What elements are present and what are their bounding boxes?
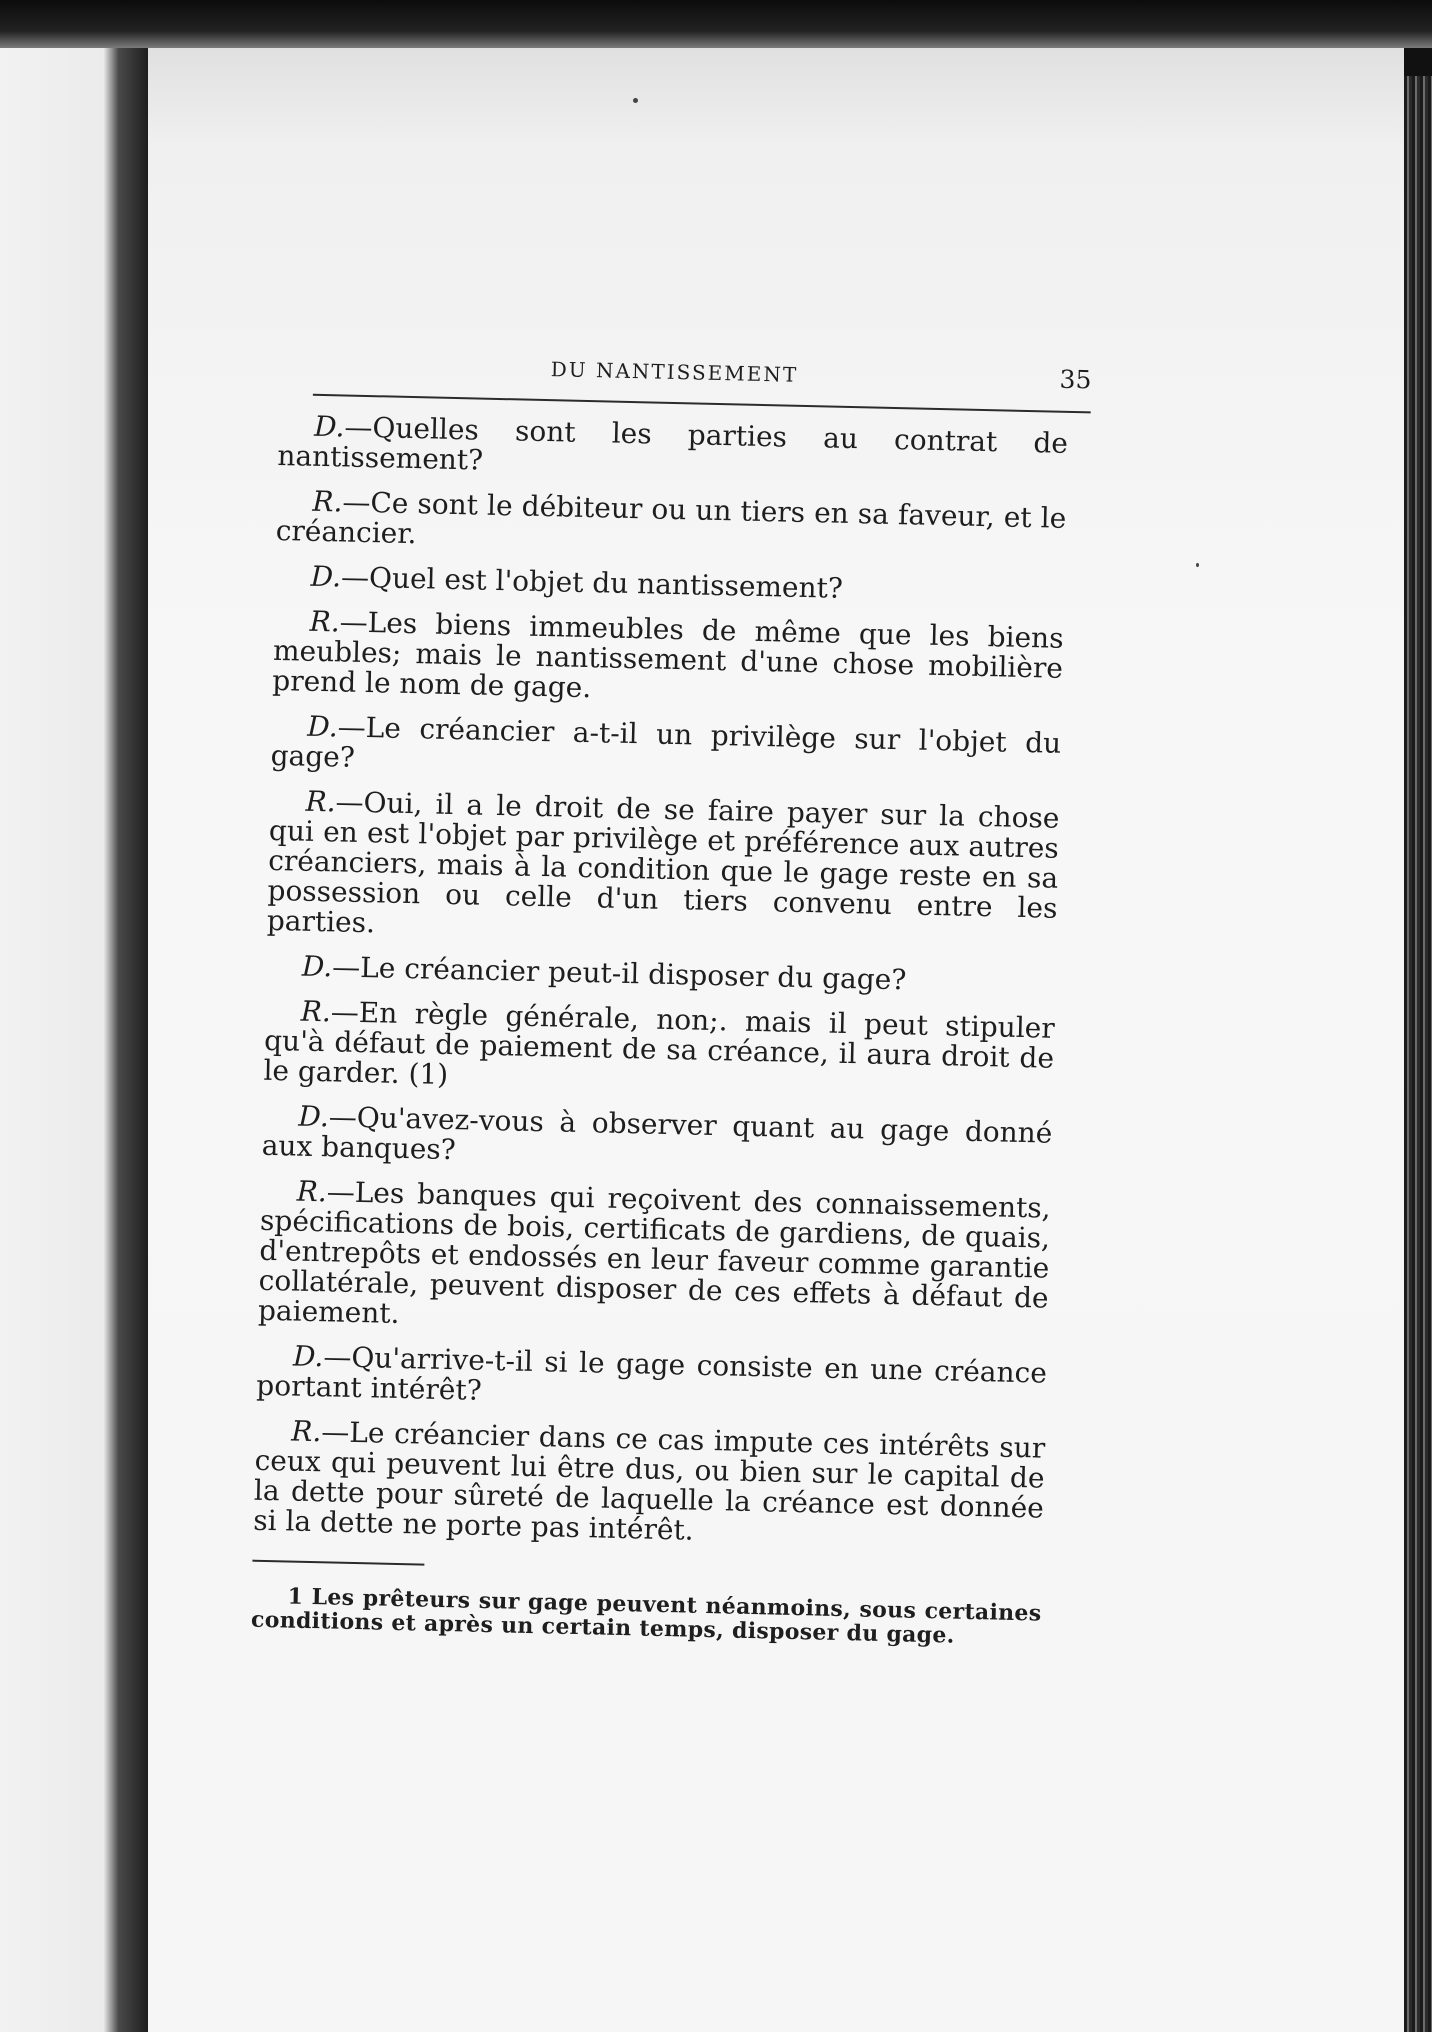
page-text xyxy=(250,345,1092,1672)
speaker-label: D. xyxy=(298,1099,330,1134)
paragraph-text: —Le créancier dans ce cas impute ces intérêts sur ceux qui peuvent lui être dus, ou bien sur le capital de la dette pour sûreté de laquelle la créance est donnée si la dette ne porte pas intérêt. xyxy=(252,1415,1046,1547)
paragraph-answer xyxy=(263,996,1055,1104)
paragraph-text: —Qu'arrive-t-il si le gage consiste en une créance portant intérêt? xyxy=(256,1340,1048,1407)
paragraph-text: —Qu'avez-vous à observer quant au gage donné aux banques? xyxy=(261,1100,1053,1167)
paragraph-text: —Le créancier peut-il disposer du gage? xyxy=(331,950,907,997)
running-head: DU NANTISSEMENT xyxy=(550,357,799,387)
scan-corner xyxy=(1404,48,1432,76)
paragraph-text: —Le créancier a-t-il un privilège sur l'objet du gage? xyxy=(270,710,1062,774)
speaker-label: D. xyxy=(310,559,342,594)
speaker-label: D. xyxy=(301,949,333,984)
paragraph-text: —Quel est l'objet du nantissement? xyxy=(340,560,844,605)
footnote-rule xyxy=(252,1560,424,1566)
speaker-label: R. xyxy=(296,1174,328,1209)
paragraph-text: —Quelles sont les parties au contrat de nantissement? xyxy=(277,410,1069,477)
paragraph-text: —Oui, il a le droit de se faire payer sur la chose qui en est l'objet par privilège et préférence aux autres créanciers, mais à la condition que le gage reste en sa possession ou celle d'un tiers convenu entre les parties. xyxy=(266,785,1060,940)
paragraph-question xyxy=(274,561,1064,609)
speaker-label: R. xyxy=(312,484,343,519)
paragraph-question xyxy=(256,1341,1047,1419)
paragraph-answer xyxy=(272,606,1064,714)
speaker-label: D. xyxy=(313,409,345,444)
paper-speck xyxy=(1196,563,1199,567)
paragraph-text: —Ce sont le débiteur ou un tiers en sa faveur, et le créancier. xyxy=(275,485,1067,551)
paragraph-question xyxy=(277,411,1068,489)
speaker-label: D. xyxy=(306,709,339,744)
page-number: 35 xyxy=(1059,364,1092,395)
speaker-label: R. xyxy=(300,994,332,1029)
speaker-label: R. xyxy=(309,604,341,639)
paragraph-text: —Les banques qui reçoivent des connaissements, spécifications de bois, certificats de gardiens, de quais, d'entrepôts et endossés en leur faveur comme garantie collatérale, peuvent disposer de ces effets à défaut de paiement. xyxy=(257,1175,1051,1330)
facing-page-edge xyxy=(0,0,148,2032)
speaker-label: D. xyxy=(292,1339,324,1374)
speaker-label: R. xyxy=(290,1414,322,1449)
page-stack-edge xyxy=(1404,76,1432,2032)
paragraph-answer xyxy=(267,786,1060,954)
paper-speck xyxy=(633,98,638,103)
speaker-label: R. xyxy=(305,784,337,819)
paragraph-answer xyxy=(253,1416,1046,1554)
paragraph-question xyxy=(270,711,1061,789)
paragraph-question xyxy=(261,1101,1052,1179)
paragraph-text: —Les biens immeubles de même que les biens meubles; mais le nantissement d'une chose mobilière prend le nom de gage. xyxy=(272,605,1064,705)
paragraph-text: —En règle générale, non;. mais il peut stipuler qu'à défaut de paiement de sa créance, il aura droit de le garder. (1) xyxy=(263,995,1056,1091)
paragraph-answer xyxy=(258,1176,1051,1344)
paragraph-answer xyxy=(275,486,1066,564)
footnote: 1 Les prêteurs sur gage peuvent néanmoins, sous certaines conditions et après un certain temps, disposer du gage. xyxy=(250,1583,1042,1649)
scan-top-border xyxy=(0,0,1432,48)
paragraph-question xyxy=(266,951,1056,999)
